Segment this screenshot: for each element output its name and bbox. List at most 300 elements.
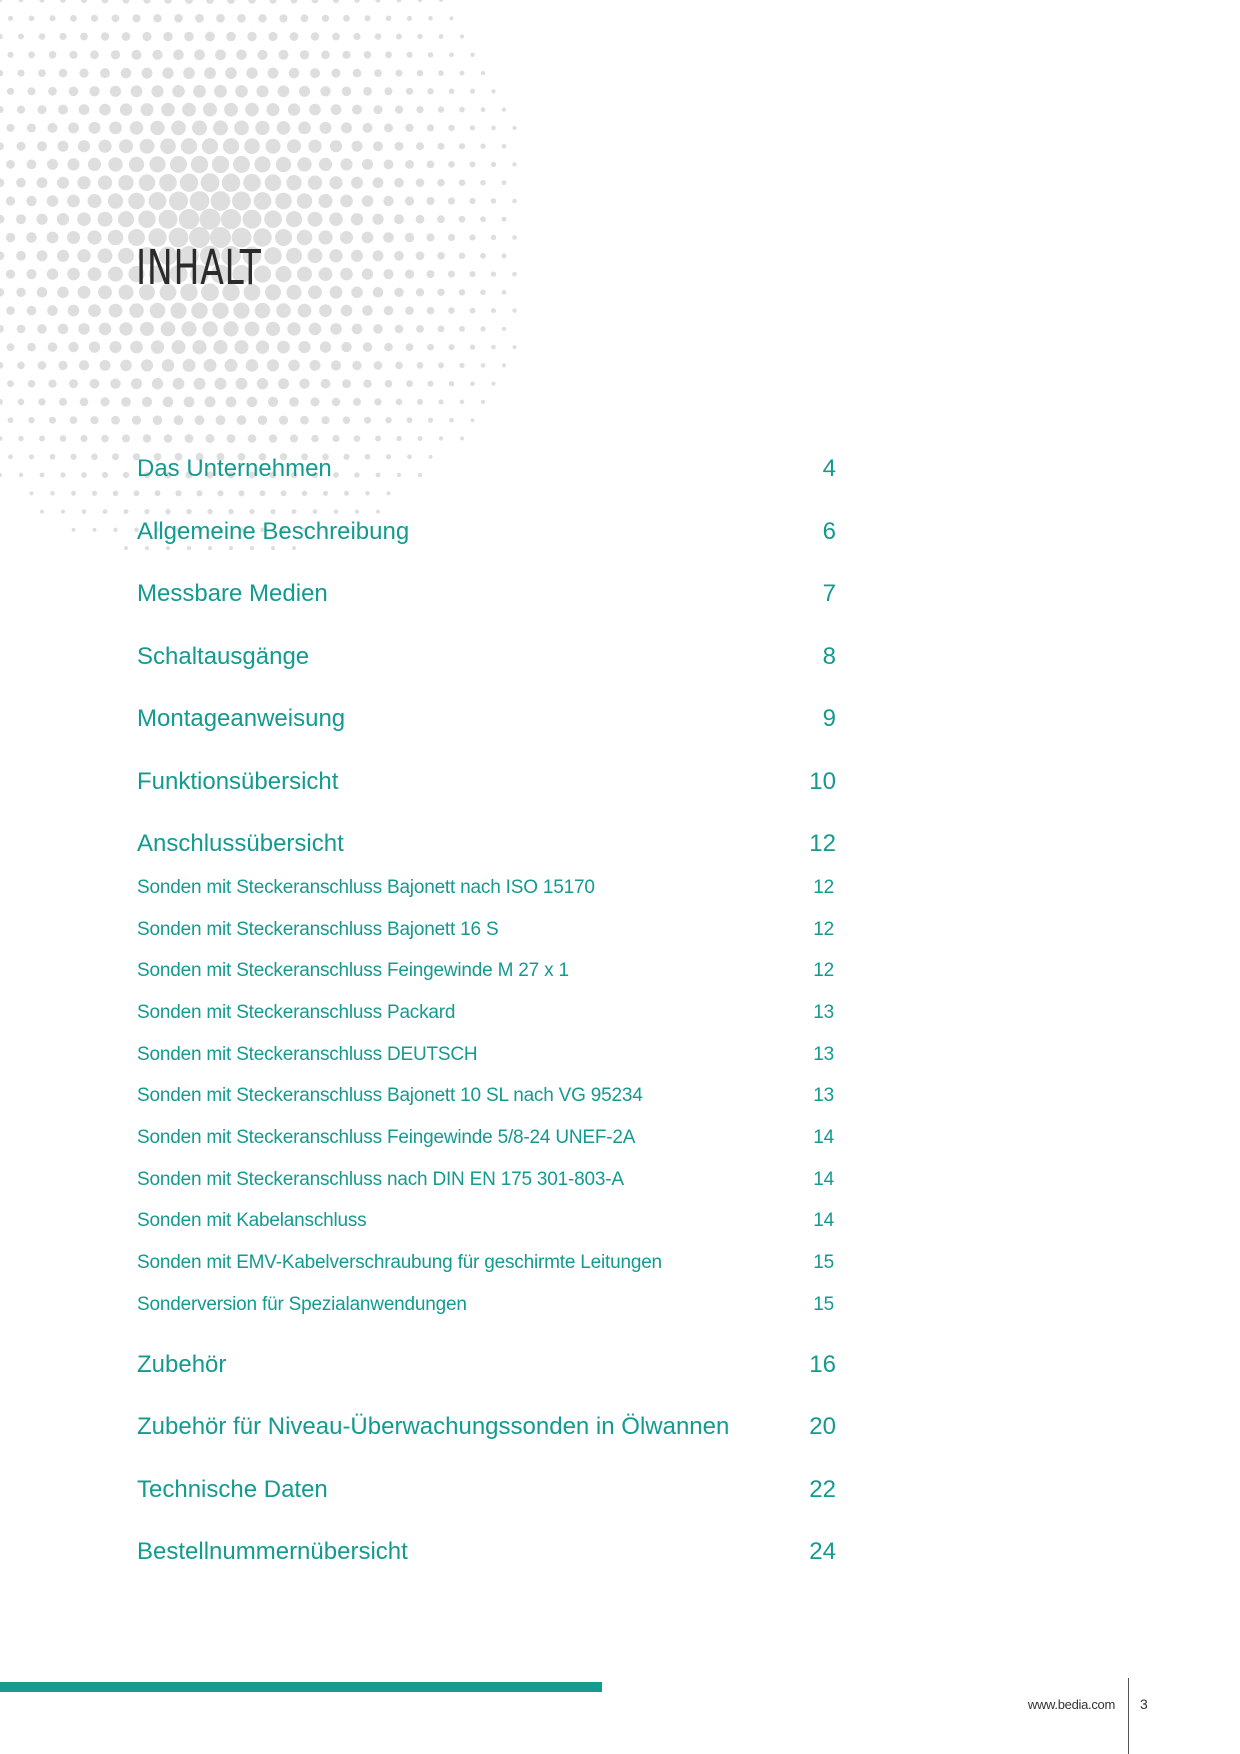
decorative-dot	[286, 211, 302, 227]
decorative-dot	[480, 144, 485, 149]
decorative-dot	[204, 67, 216, 79]
decorative-dot	[60, 0, 66, 3]
decorative-dot	[28, 380, 36, 388]
decorative-dot	[191, 156, 208, 173]
decorative-dot	[245, 103, 259, 117]
toc-entry[interactable]	[137, 454, 836, 484]
decorative-dot	[375, 33, 382, 40]
decorative-dot	[246, 359, 259, 372]
decorative-dot	[333, 0, 339, 3]
decorative-dot	[103, 509, 108, 514]
decorative-dot	[340, 158, 352, 170]
decorative-dot	[362, 195, 374, 207]
decorative-dot	[39, 0, 44, 3]
decorative-dot	[124, 509, 129, 514]
decorative-dot	[255, 303, 271, 319]
decorative-dot	[373, 250, 384, 261]
decorative-dot	[460, 437, 464, 441]
decorative-dot	[17, 325, 26, 334]
decorative-dot	[383, 232, 394, 243]
decorative-dot	[237, 415, 247, 425]
decorative-dot	[78, 286, 91, 299]
decorative-dot	[0, 142, 4, 150]
decorative-dot	[205, 32, 215, 42]
decorative-dot	[236, 50, 247, 61]
decorative-dot	[374, 69, 382, 77]
decorative-dot	[248, 0, 256, 4]
decorative-dot	[406, 343, 414, 351]
decorative-dot	[91, 454, 98, 461]
decorative-dot	[396, 436, 401, 441]
decorative-dot	[162, 359, 175, 372]
toc-entry[interactable]	[137, 642, 836, 672]
decorative-dot	[17, 362, 25, 370]
decorative-dot	[417, 34, 422, 39]
decorative-dot	[69, 379, 78, 388]
toc-entry[interactable]	[137, 1537, 836, 1567]
decorative-dot	[288, 103, 300, 115]
decorative-dot	[18, 34, 24, 40]
decorative-dot	[129, 303, 144, 318]
toc-entry-label: Sonden mit EMV-Kabelverschraubung für geschirmte Leitungen	[137, 1252, 662, 1273]
decorative-dot	[101, 435, 109, 443]
toc-entry[interactable]	[137, 517, 836, 547]
decorative-dot	[269, 434, 277, 442]
decorative-dot	[40, 473, 45, 478]
decorative-dot	[480, 253, 486, 259]
decorative-dot	[164, 0, 172, 4]
decorative-dot	[334, 509, 339, 514]
decorative-dot	[236, 378, 248, 390]
decorative-dot	[491, 89, 495, 93]
decorative-dot	[329, 212, 343, 226]
decorative-dot	[79, 360, 89, 370]
decorative-dot	[91, 15, 98, 22]
decorative-dot	[502, 144, 507, 149]
decorative-dot	[513, 345, 517, 349]
decorative-dot	[383, 196, 393, 206]
decorative-dot	[395, 325, 404, 334]
decorative-dot	[150, 121, 164, 135]
decorative-dot	[459, 326, 465, 332]
toc-subentry[interactable]	[137, 918, 836, 942]
decorative-dot	[373, 324, 383, 334]
decorative-dot	[321, 416, 329, 424]
toc-entry-label: Sonden mit Steckeranschluss Bajonett 16 S	[137, 919, 499, 940]
decorative-dot	[460, 34, 464, 38]
decorative-dot	[212, 156, 229, 173]
decorative-dot	[470, 89, 475, 94]
decorative-dot	[59, 398, 67, 406]
decorative-dot	[277, 121, 291, 135]
toc-entry-page: 4	[822, 455, 836, 482]
decorative-dot	[299, 379, 309, 389]
decorative-dot	[287, 322, 300, 335]
decorative-dot	[183, 67, 195, 79]
decorative-dot	[162, 67, 173, 78]
decorative-dot	[121, 397, 131, 407]
decorative-dot	[98, 285, 112, 299]
decorative-dot	[287, 139, 301, 153]
decorative-dot	[311, 32, 319, 40]
decorative-dot	[290, 435, 298, 443]
decorative-dot	[459, 289, 465, 295]
toc-entry-page: 13	[813, 1085, 834, 1106]
decorative-dot	[243, 174, 261, 192]
decorative-dot	[342, 87, 352, 97]
decorative-dot	[0, 34, 3, 39]
decorative-dot	[226, 32, 236, 42]
decorative-dot	[223, 321, 238, 336]
decorative-dot	[70, 15, 77, 22]
toc-entry-page: 15	[813, 1252, 834, 1273]
toc-entry[interactable]	[137, 1412, 836, 1442]
decorative-dot	[71, 491, 76, 496]
decorative-dot	[79, 104, 90, 115]
decorative-dot	[256, 340, 269, 353]
toc-entry[interactable]	[137, 579, 836, 609]
decorative-dot	[340, 268, 353, 281]
decorative-dot	[58, 324, 69, 335]
decorative-dot	[144, 509, 149, 514]
decorative-dot	[120, 103, 132, 115]
decorative-dot	[449, 344, 455, 350]
decorative-dot	[87, 230, 101, 244]
decorative-dot	[165, 509, 170, 514]
decorative-dot	[68, 122, 79, 133]
decorative-dot	[385, 380, 393, 388]
decorative-dot	[373, 287, 384, 298]
toc-entry-page: 22	[809, 1476, 836, 1503]
decorative-dot	[163, 397, 174, 408]
decorative-dot	[341, 305, 353, 317]
decorative-dot	[110, 86, 121, 97]
decorative-dot	[428, 381, 434, 387]
decorative-dot	[67, 268, 80, 281]
toc-entry[interactable]	[137, 829, 836, 859]
decorative-dot	[459, 216, 466, 223]
decorative-dot	[394, 178, 404, 188]
decorative-dot	[216, 415, 226, 425]
toc-entry-page: 14	[813, 1169, 834, 1190]
toc-subentry[interactable]	[137, 1126, 836, 1150]
decorative-dot	[319, 194, 333, 208]
decorative-dot	[460, 400, 465, 405]
decorative-dot	[0, 288, 4, 296]
decorative-dot	[68, 342, 78, 352]
decorative-dot	[57, 287, 69, 299]
decorative-dot	[308, 140, 321, 153]
decorative-dot	[155, 490, 161, 496]
decorative-dot	[129, 157, 144, 172]
decorative-dot	[206, 0, 214, 4]
decorative-dot	[81, 0, 87, 3]
decorative-dot	[449, 16, 453, 20]
toc-entry-page: 24	[809, 1538, 836, 1565]
decorative-dot	[502, 253, 507, 258]
toc-subentry[interactable]	[137, 1293, 836, 1317]
decorative-dot	[375, 436, 381, 442]
toc-entry-label: Bestellnummernübersicht	[137, 1538, 408, 1565]
decorative-dot	[132, 50, 142, 60]
decorative-dot	[132, 416, 141, 425]
decorative-dot	[130, 121, 144, 135]
decorative-dot	[279, 14, 287, 22]
decorative-dot	[374, 105, 383, 114]
decorative-dot	[260, 490, 266, 496]
decorative-dot	[341, 122, 352, 133]
decorative-dot	[308, 176, 322, 190]
decorative-dot	[48, 342, 58, 352]
toc-subentry[interactable]	[137, 1251, 836, 1275]
decorative-dot	[354, 0, 360, 3]
decorative-dot	[232, 192, 251, 211]
toc-entry-page: 12	[813, 919, 834, 940]
decorative-dot	[407, 417, 413, 423]
toc-subentry[interactable]	[137, 1209, 836, 1233]
decorative-dot	[331, 104, 342, 115]
toc-subentry[interactable]	[137, 1168, 836, 1192]
decorative-dot	[265, 284, 281, 300]
decorative-dot	[512, 199, 517, 204]
decorative-dot	[329, 249, 342, 262]
decorative-dot	[354, 435, 361, 442]
toc-entry[interactable]	[137, 1350, 836, 1380]
decorative-dot	[118, 248, 134, 264]
decorative-dot	[438, 399, 443, 404]
decorative-dot	[384, 343, 393, 352]
decorative-dot	[406, 380, 413, 387]
toc-subentry[interactable]	[137, 1043, 836, 1067]
toc-entry-label: Sonderversion für Spezialanwendungen	[137, 1294, 467, 1315]
decorative-dot	[491, 235, 496, 240]
decorative-dot	[386, 491, 390, 495]
decorative-dot	[416, 106, 423, 113]
decorative-dot	[491, 126, 496, 131]
decorative-dot	[300, 50, 309, 59]
decorative-dot	[385, 417, 391, 423]
decorative-dot	[297, 230, 313, 246]
decorative-dot	[385, 51, 392, 58]
decorative-dot	[90, 416, 98, 424]
decorative-dot	[459, 363, 464, 368]
decorative-dot	[47, 305, 58, 316]
decorative-dot	[292, 509, 297, 514]
decorative-dot	[224, 103, 238, 117]
decorative-dot	[0, 0, 2, 2]
decorative-dot	[100, 360, 111, 371]
toc-entry-page: 9	[822, 705, 836, 732]
toc-entry-page: 20	[809, 1413, 836, 1440]
decorative-dot	[16, 214, 26, 224]
decorative-dot	[111, 50, 120, 59]
decorative-dot	[26, 232, 37, 243]
decorative-dot	[353, 398, 361, 406]
decorative-dot	[203, 103, 217, 117]
decorative-dot	[213, 120, 228, 135]
decorative-dot	[309, 323, 322, 336]
decorative-dot	[109, 304, 123, 318]
decorative-dot	[491, 382, 495, 386]
decorative-dot	[88, 194, 102, 208]
decorative-dot	[226, 397, 237, 408]
decorative-dot	[362, 268, 373, 279]
decorative-dot	[416, 251, 425, 260]
decorative-dot	[373, 141, 383, 151]
decorative-dot	[80, 398, 89, 407]
decorative-dot	[119, 322, 132, 335]
decorative-dot	[0, 436, 3, 441]
decorative-dot	[266, 322, 280, 336]
decorative-dot	[437, 252, 445, 260]
decorative-dot	[173, 50, 184, 61]
decorative-dot	[332, 435, 339, 442]
decorative-dot	[38, 361, 47, 370]
toc-entry-page: 16	[809, 1351, 836, 1378]
decorative-dot	[37, 177, 48, 188]
decorative-dot	[268, 32, 277, 41]
decorative-dot	[491, 162, 496, 167]
decorative-dot	[502, 108, 506, 112]
decorative-dot	[437, 289, 444, 296]
decorative-dot	[512, 308, 516, 312]
decorative-dot	[427, 344, 434, 351]
decorative-dot	[291, 0, 298, 4]
decorative-dot	[29, 491, 33, 495]
decorative-dot	[417, 70, 423, 76]
decorative-dot	[416, 288, 424, 296]
decorative-dot	[426, 197, 434, 205]
decorative-dot	[268, 68, 279, 79]
decorative-dot	[6, 196, 15, 205]
decorative-dot	[256, 85, 268, 97]
decorative-dot	[308, 285, 322, 299]
toc-subentry[interactable]	[137, 1084, 836, 1108]
decorative-dot	[243, 210, 262, 229]
decorative-dot	[67, 158, 79, 170]
decorative-dot	[184, 397, 195, 408]
decorative-dot	[77, 176, 90, 189]
decorative-dot	[342, 379, 351, 388]
decorative-dot	[159, 210, 178, 229]
decorative-dot-pattern	[0, 0, 520, 600]
decorative-dot	[67, 231, 80, 244]
decorative-dot	[275, 229, 292, 246]
toc-entry-page: 7	[822, 580, 836, 607]
decorative-dot	[90, 379, 100, 389]
decorative-dot	[480, 290, 486, 296]
decorative-dot	[233, 303, 249, 319]
footer-website[interactable]: www.bedia.com	[1027, 1697, 1115, 1712]
decorative-dot	[99, 323, 112, 336]
decorative-dot	[69, 87, 79, 97]
decorative-dot	[321, 50, 330, 59]
decorative-dot	[384, 160, 394, 170]
decorative-dot	[308, 212, 323, 227]
decorative-dot	[406, 88, 413, 95]
decorative-dot	[322, 15, 329, 22]
toc-subentry[interactable]	[137, 1001, 836, 1025]
toc-subentry[interactable]	[137, 959, 836, 983]
decorative-dot	[396, 399, 403, 406]
decorative-dot	[319, 267, 333, 281]
decorative-dot	[193, 85, 206, 98]
decorative-dot	[142, 397, 152, 407]
decorative-dot	[181, 138, 197, 154]
toc-entry-label: Sonden mit Steckeranschluss Bajonett nach ISO 15170	[137, 877, 595, 898]
toc-entry-label: Sonden mit Steckeranschluss DEUTSCH	[137, 1044, 478, 1065]
decorative-dot	[437, 179, 445, 187]
decorative-dot	[118, 175, 133, 190]
decorative-dot	[59, 69, 68, 78]
decorative-dot	[36, 214, 47, 225]
decorative-dot	[266, 139, 281, 154]
decorative-dot	[88, 304, 101, 317]
decorative-dot	[48, 87, 57, 96]
decorative-dot	[27, 306, 37, 316]
decorative-dot	[352, 361, 361, 370]
decorative-dot	[318, 230, 332, 244]
decorative-dot	[363, 123, 373, 133]
decorative-dot	[79, 69, 88, 78]
decorative-dot	[26, 269, 36, 279]
decorative-dot	[438, 70, 444, 76]
decorative-dot	[131, 85, 143, 97]
toc-entry-label: Montageanweisung	[137, 705, 346, 732]
decorative-dot	[320, 341, 331, 352]
toc-entry[interactable]	[137, 1475, 836, 1505]
decorative-dot	[101, 32, 109, 40]
toc-entry-label: Sonden mit Steckeranschluss nach DIN EN 175 301-803-A	[137, 1169, 624, 1190]
decorative-dot	[67, 195, 80, 208]
decorative-dot	[396, 70, 403, 77]
decorative-dot	[502, 363, 506, 367]
toc-entry-label: Sonden mit Kabelanschluss	[137, 1210, 367, 1231]
decorative-dot	[247, 32, 256, 41]
toc-entry[interactable]	[137, 704, 836, 734]
toc-entry[interactable]	[137, 767, 836, 797]
decorative-dot	[405, 196, 414, 205]
decorative-dot	[395, 142, 404, 151]
decorative-dot	[57, 177, 69, 189]
decorative-dot	[308, 248, 323, 263]
decorative-dot	[449, 52, 454, 57]
toc-entry-label: Sonden mit Steckeranschluss Feingewinde 5/8-24 UNEF-2A	[137, 1127, 636, 1148]
decorative-dot	[363, 87, 372, 96]
decorative-dot	[99, 104, 111, 116]
decorative-dot	[270, 509, 275, 514]
decorative-dot	[27, 343, 36, 352]
decorative-dot	[47, 195, 59, 207]
decorative-dot	[470, 308, 476, 314]
decorative-dot	[185, 434, 194, 443]
decorative-dot	[279, 416, 288, 425]
decorative-dot	[89, 341, 100, 352]
decorative-dot	[471, 418, 475, 422]
decorative-dot	[89, 122, 101, 134]
decorative-dot	[365, 491, 370, 496]
toc-subentry[interactable]	[137, 876, 836, 900]
decorative-dot	[330, 323, 342, 335]
decorative-dot	[72, 528, 76, 532]
decorative-dot	[8, 417, 14, 423]
decorative-dot	[299, 86, 310, 97]
toc-entry-page: 15	[813, 1294, 834, 1315]
decorative-dot	[37, 324, 47, 334]
decorative-dot	[323, 491, 328, 496]
decorative-dot	[297, 267, 312, 282]
decorative-dot	[6, 306, 15, 315]
